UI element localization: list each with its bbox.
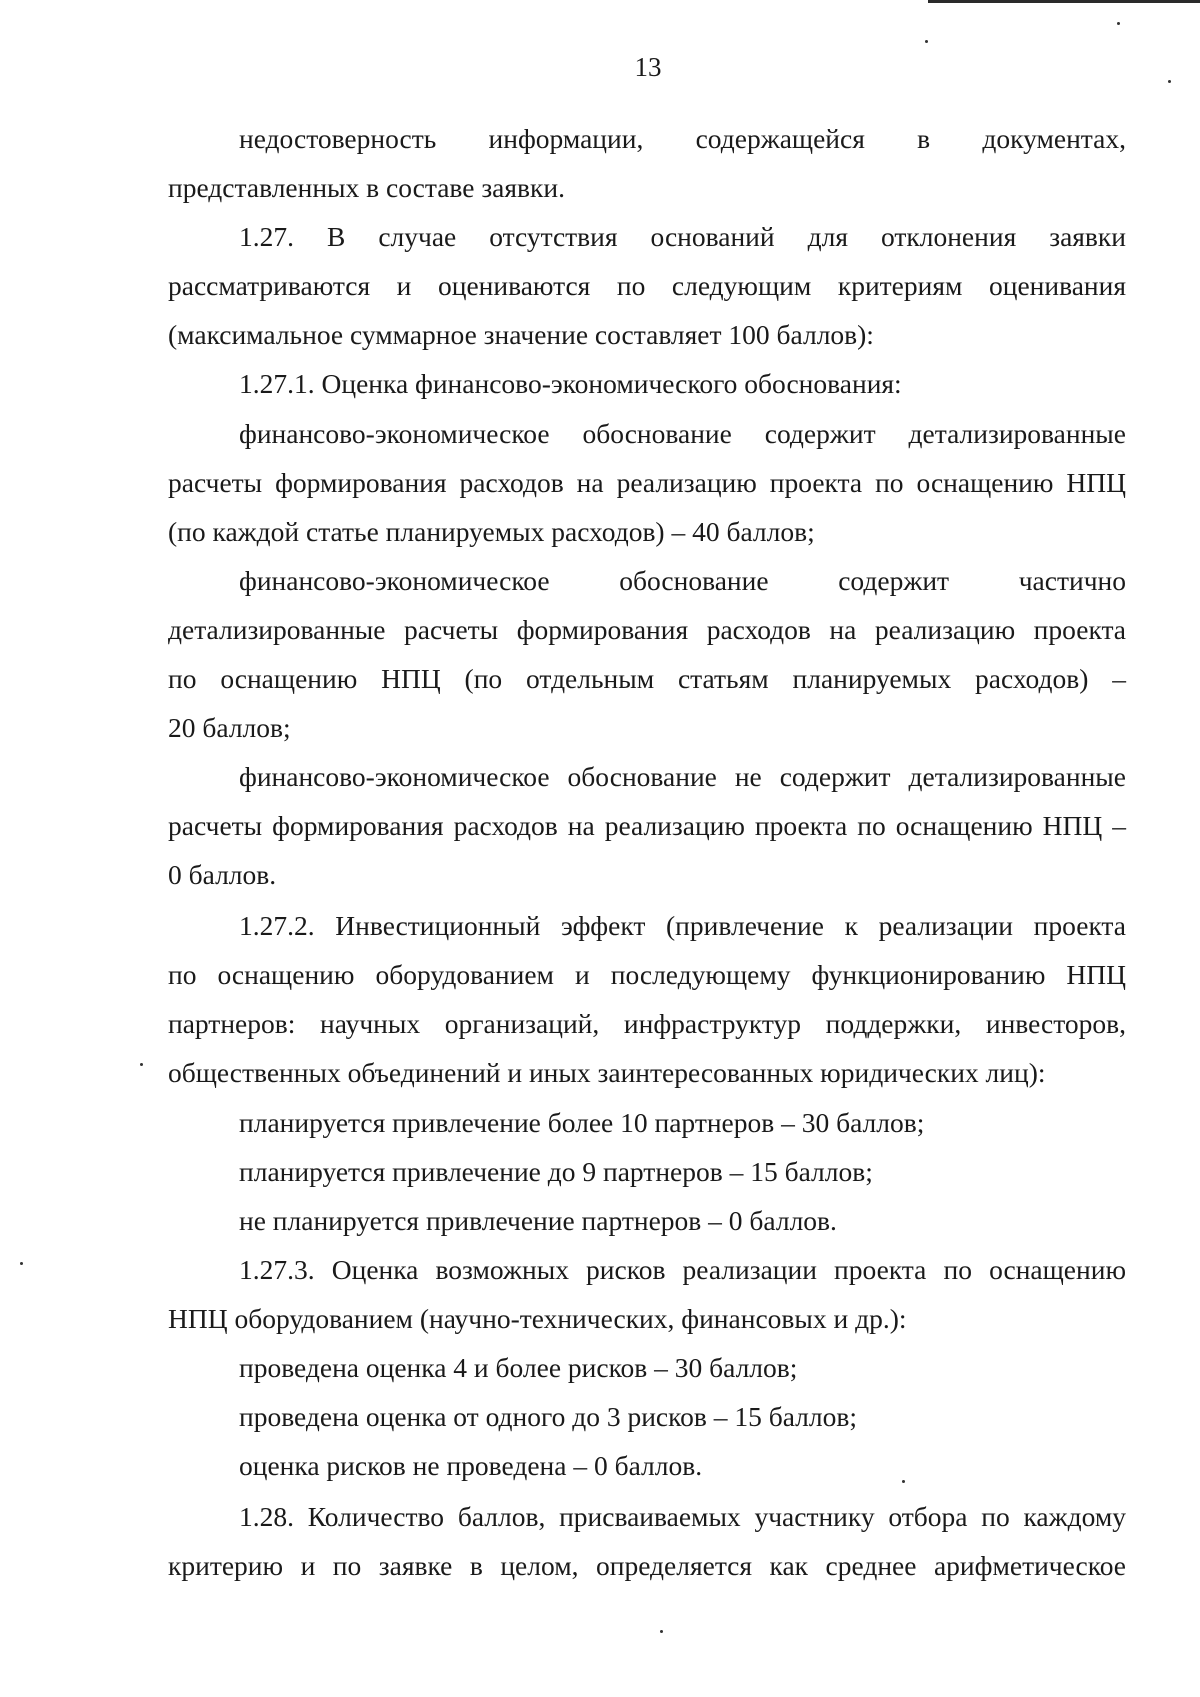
text-line: 0 баллов. xyxy=(168,859,277,890)
text-line: расчеты формирования расходов на реализацию проекта по оснащению НПЦ xyxy=(168,467,1126,498)
text-line: не планируется привлечение партнеров – 0 баллов. xyxy=(239,1205,837,1236)
text-line: (по каждой статье планируемых расходов) – 40 баллов; xyxy=(168,516,815,547)
scan-speck xyxy=(20,1262,23,1265)
scan-speck xyxy=(925,40,928,43)
text-line: недостоверность информации, содержащейся в документах, xyxy=(239,123,1126,154)
scan-speck xyxy=(660,1630,663,1633)
scan-speck xyxy=(1117,22,1120,25)
page-number: 13 xyxy=(634,52,662,82)
text-line: представленных в составе заявки. xyxy=(168,172,565,203)
text-line: расчеты формирования расходов на реализацию проекта по оснащению НПЦ – xyxy=(168,810,1126,841)
text-line: планируется привлечение до 9 партнеров – 15 баллов; xyxy=(239,1156,873,1187)
text-line: партнеров: научных организаций, инфраструктур поддержки, инвесторов, xyxy=(168,1008,1126,1039)
text-line: критерию и по заявке в целом, определяется как среднее арифметическое xyxy=(168,1550,1126,1581)
text-line: проведена оценка 4 и более рисков – 30 баллов; xyxy=(239,1352,798,1383)
scan-speck xyxy=(140,1063,143,1066)
text-line: по оснащению оборудованием и последующему функционированию НПЦ xyxy=(168,959,1126,990)
text-line: 1.27.3. Оценка возможных рисков реализации проекта по оснащению xyxy=(239,1254,1126,1285)
scan-speck xyxy=(902,1480,905,1483)
text-line: 1.27.2. Инвестиционный эффект (привлечение к реализации проекта xyxy=(239,910,1126,941)
scan-edge-mark xyxy=(928,0,1200,3)
text-line: детализированные расчеты формирования расходов на реализацию проекта xyxy=(168,614,1126,645)
text-line: 20 баллов; xyxy=(168,712,291,743)
text-line: финансово-экономическое обоснование содержит детализированные xyxy=(239,418,1126,449)
text-line: финансово-экономическое обоснование не содержит детализированные xyxy=(239,761,1126,792)
text-line: 1.27. В случае отсутствия оснований для отклонения заявки xyxy=(239,221,1126,252)
text-line: планируется привлечение более 10 партнеров – 30 баллов; xyxy=(239,1107,925,1138)
text-line: по оснащению НПЦ (по отдельным статьям планируемых расходов) – xyxy=(168,663,1126,694)
text-line: 1.27.1. Оценка финансово-экономического обоснования: xyxy=(239,368,902,399)
text-line: 1.28. Количество баллов, присваиваемых участнику отбора по каждому xyxy=(239,1501,1126,1532)
text-line: (максимальное суммарное значение составляет 100 баллов): xyxy=(168,319,874,350)
text-line: общественных объединений и иных заинтересованных юридических лиц): xyxy=(168,1057,1046,1088)
text-line: проведена оценка от одного до 3 рисков – 15 баллов; xyxy=(239,1401,857,1432)
text-line: НПЦ оборудованием (научно-технических, финансовых и др.): xyxy=(168,1303,907,1334)
text-line: финансово-экономическое обоснование содержит частично xyxy=(239,565,1126,596)
text-line: рассматриваются и оцениваются по следующим критериям оценивания xyxy=(168,270,1126,301)
text-line: оценка рисков не проведена – 0 баллов. xyxy=(239,1450,703,1481)
